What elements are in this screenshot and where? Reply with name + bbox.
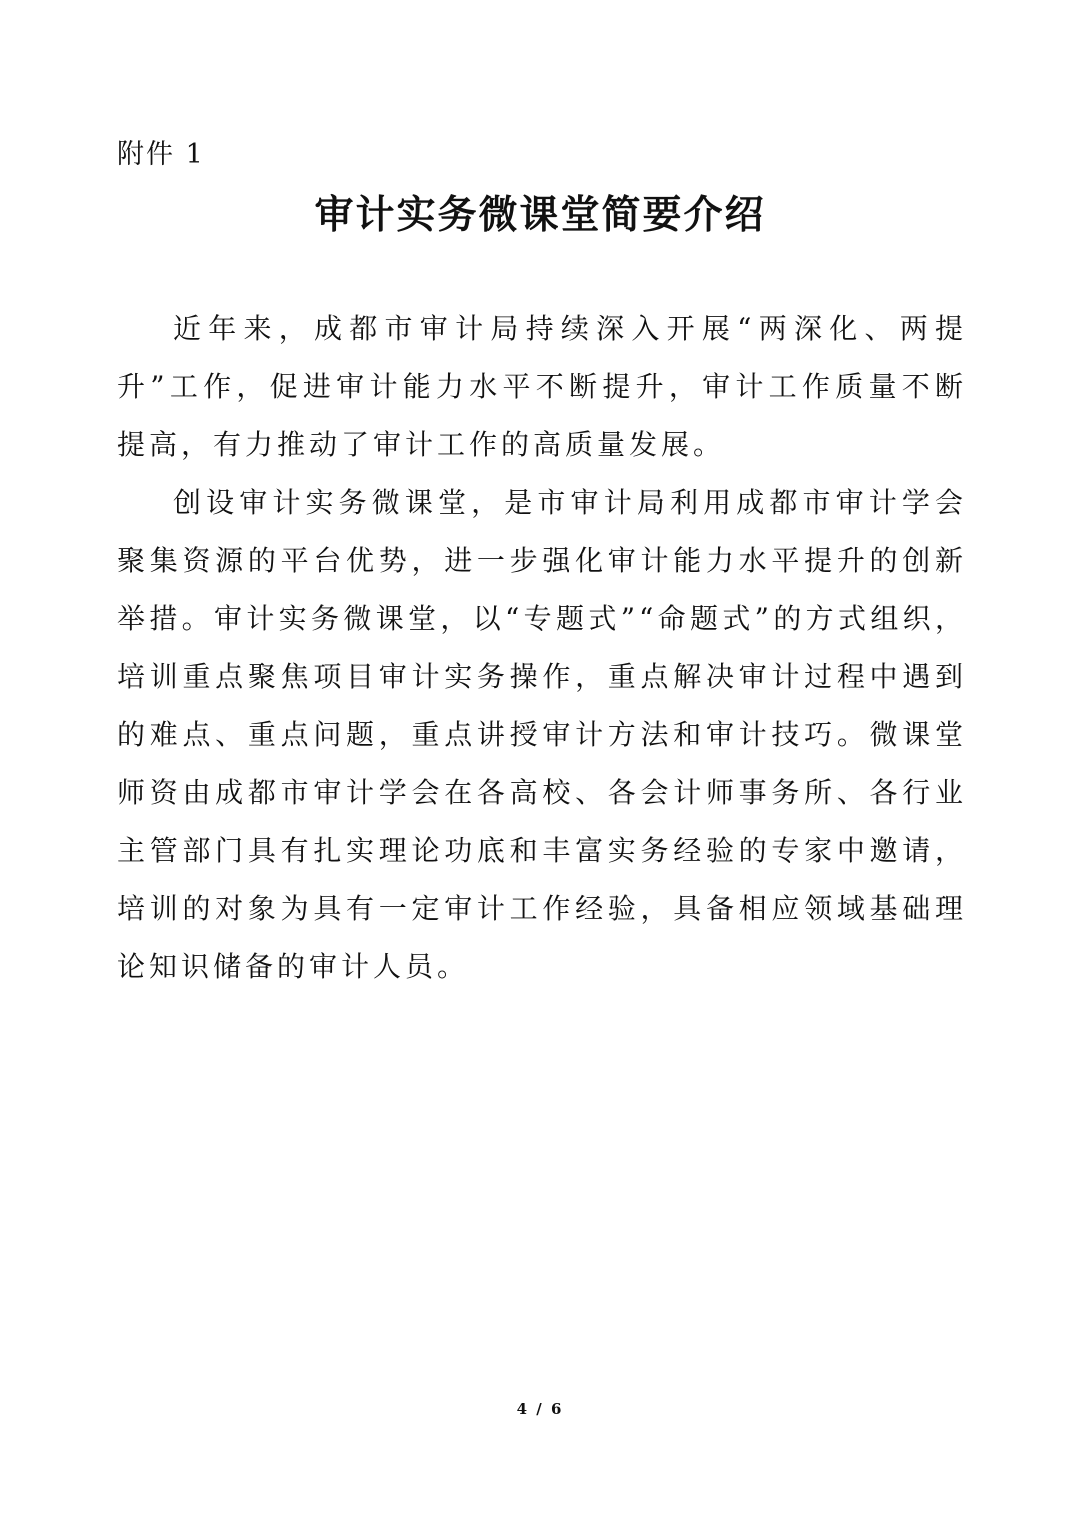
document-body: [117, 300, 967, 996]
paragraph: 创设审计实务微课堂，是市审计局利用成都市审计学会聚集资源的平台优势，进一步强化审计能力水平提升的创新举措。审计实务微课堂，以“专题式”“命题式”的方式组织，培训重点聚焦项目审计实务操作，重点解决审计过程中遇到的难点、重点问题，重点讲授审计方法和审计技巧。微课堂师资由成都市审计学会在各高校、各会计师事务所、各行业主管部门具有扎实理论功底和丰富实务经验的专家中邀请，培训的对象为具有一定审计工作经验，具备相应领域基础理论知识储备的审计人员。: [117, 486, 967, 983]
attachment-label: 附件 1: [117, 139, 205, 170]
page-number: 4 / 6: [516, 1400, 564, 1418]
paragraph: 近年来，成都市审计局持续深入开展“两深化、两提升”工作，促进审计能力水平不断提升，审计工作质量不断提高，有力推动了审计工作的高质量发展。: [117, 312, 967, 461]
document-title: 审计实务微课堂简要介绍: [314, 193, 766, 238]
